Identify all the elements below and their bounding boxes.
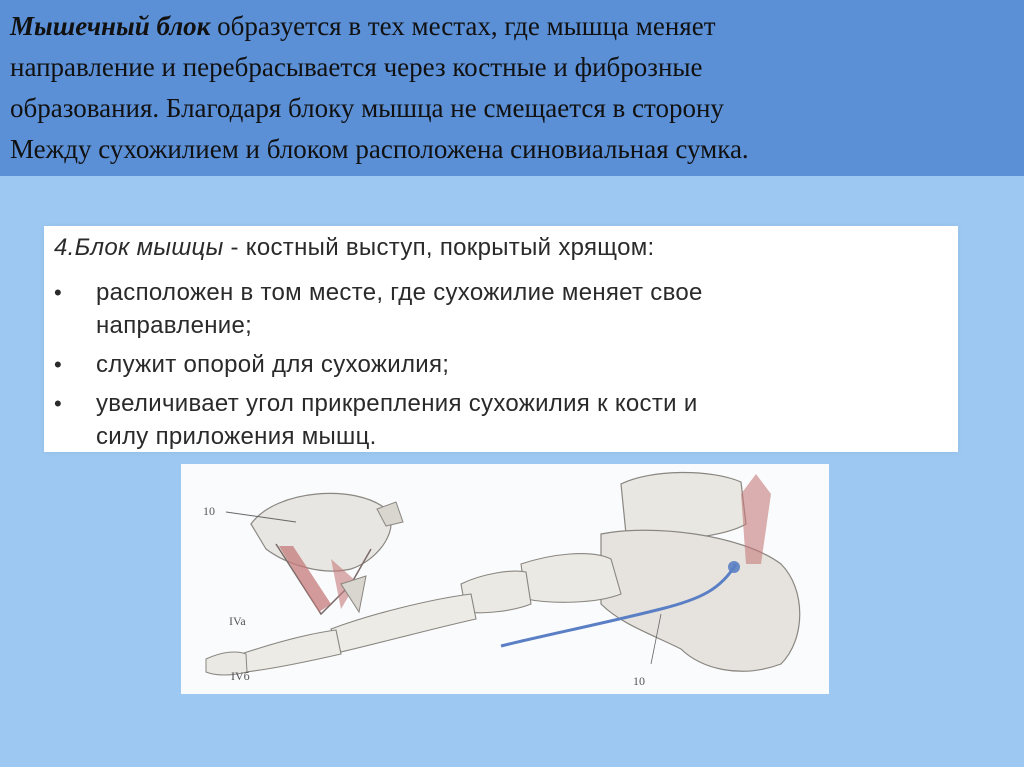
definition-title-italic: 4.Блок мышцы	[54, 234, 224, 261]
definition-item	[54, 348, 944, 381]
definition-item	[54, 387, 944, 453]
bullet-icon: •	[54, 391, 63, 416]
header-panel	[0, 0, 1024, 176]
definition-item	[54, 276, 944, 342]
anatomy-figure	[181, 464, 829, 694]
bullet-icon: •	[54, 280, 63, 305]
header-line-3: образования. Благодаря блоку мышца не смещается в сторону	[10, 93, 724, 123]
definition-box	[44, 226, 958, 452]
bullet-icon: •	[54, 352, 63, 377]
header-line-1-rest: образуется в тех местах, где мышца меняет	[217, 11, 716, 41]
definition-title	[54, 234, 654, 262]
pulley-detail-drawing	[226, 493, 403, 614]
header-text	[10, 6, 1014, 170]
definition-item-line: силу приложения мышц.	[96, 423, 377, 450]
figure-label: IVб	[231, 669, 250, 683]
definition-item-line: служит опорой для сухожилия;	[96, 351, 450, 378]
header-line-2: направление и перебрасывается через костные и фиброзные	[10, 52, 703, 82]
figure-label: 10	[203, 504, 215, 518]
definition-list	[54, 276, 944, 459]
header-line-4: Между сухожилием и блоком расположена синовиальная сумка.	[10, 134, 749, 164]
figure-label: IVa	[229, 614, 246, 628]
definition-item-line: направление;	[96, 312, 253, 339]
header-line-1	[10, 6, 1014, 47]
definition-item-line: расположен в том месте, где сухожилие меняет свое	[96, 279, 703, 306]
definition-item-line: увеличивает угол прикрепления сухожилия к кости и	[96, 390, 698, 417]
definition-title-rest: - костный выступ, покрытый хрящом:	[230, 234, 655, 261]
figure-label: 10	[633, 674, 645, 688]
foot-illustration	[181, 464, 829, 694]
header-emphasis: Мышечный блок	[10, 11, 211, 41]
